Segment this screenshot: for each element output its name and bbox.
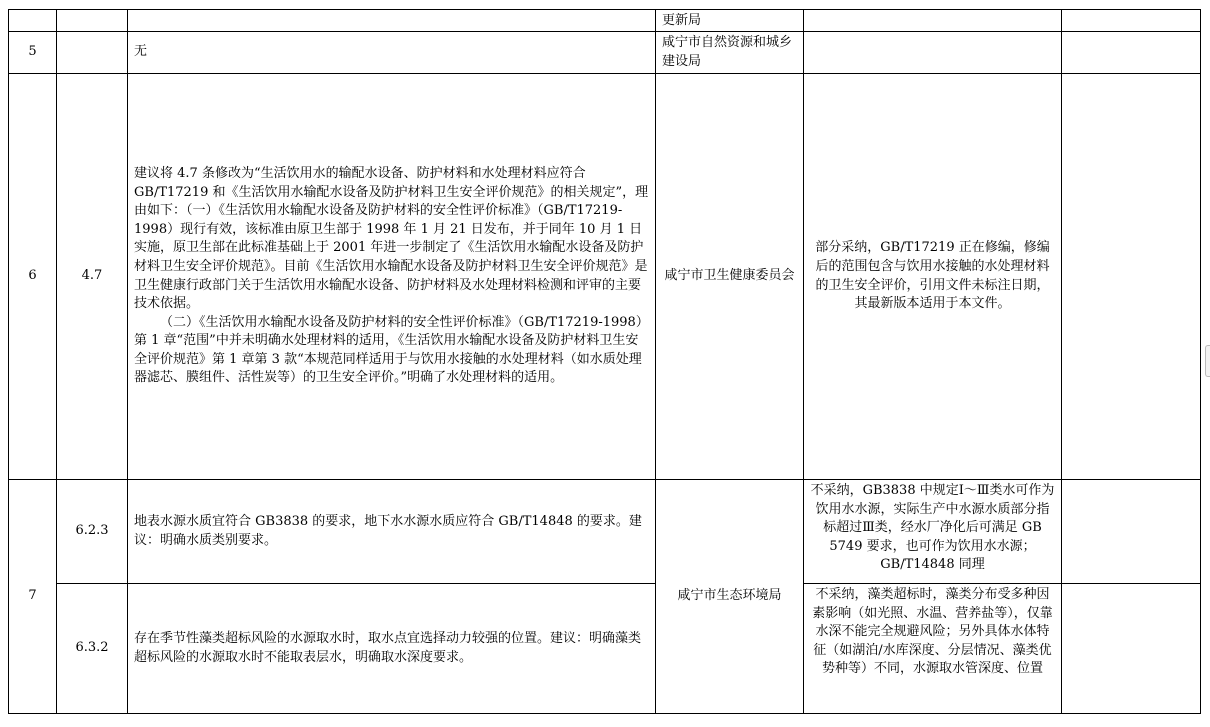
submitting-unit: 咸宁市自然资源和城乡建设局 bbox=[656, 32, 804, 74]
comment-text: 无 bbox=[128, 32, 656, 74]
table-row bbox=[9, 480, 1201, 584]
remarks-cell bbox=[1062, 10, 1201, 32]
submitting-unit: 更新局 bbox=[656, 10, 804, 32]
clause-number: 6.2.3 bbox=[57, 480, 128, 584]
comment-paragraph: 地表水源水质宜符合 GB3838 的要求，地下水水源水质应符合 GB/T14848 的要求。建议：明确水质类别要求。 bbox=[134, 513, 642, 548]
comment-text bbox=[128, 74, 656, 480]
row-number: 7 bbox=[9, 480, 57, 714]
submitting-unit: 咸宁市生态环境局 bbox=[656, 480, 804, 714]
opinion-text: 不采纳，藻类超标时，藻类分布受多种因素影响（如光照、水温、营养盐等），仅靠水深不能完全规避风险；另外具体水体特征（如湖泊/水库深度、分层情况、藻类优势种等）不同，水源取水管深度、位置 bbox=[812, 587, 1053, 677]
remarks-cell bbox=[1062, 74, 1201, 480]
clause-number: 6.3.2 bbox=[57, 584, 128, 714]
table-row bbox=[9, 10, 1201, 32]
scroll-handle[interactable] bbox=[1205, 345, 1210, 377]
table-row bbox=[9, 32, 1201, 74]
comment-paragraph: 存在季节性藻类超标风险的水源取水时，取水点宜选择动力较强的位置。建议：明确藻类超标风险的水源取水时不能取表层水，明确取水深度要求。 bbox=[134, 630, 642, 665]
comment-text bbox=[128, 10, 656, 32]
opinion-text: 不采纳，GB3838 中规定Ⅰ～Ⅲ类水可作为饮用水水源，实际生产中水源水质部分指标超过Ⅲ类，经水厂净化后可满足 GB 5749 要求，也可作为饮用水水源；GB/T14848 同理 bbox=[810, 483, 1055, 573]
comment-text bbox=[128, 480, 656, 584]
comments-table bbox=[8, 9, 1201, 714]
clause-number: 4.7 bbox=[57, 74, 128, 480]
remarks-cell bbox=[1062, 480, 1201, 584]
comment-text bbox=[128, 584, 656, 714]
table-row bbox=[9, 74, 1201, 480]
comment-paragraph-2: （二）《生活饮用水输配水设备及防护材料的安全性评价标准》（GB/T17219-1998）第 1 章“范围”中并未明确水处理材料的适用，《生活饮用水输配水设备及防护材料卫生安全评价规范》第 1 章第 3 款“本规范同样适用于与饮用水接触的水处理材料（如水质处理器滤芯、膜组件、活性炭等）的卫生安全评价。”明确了水处理材料的适用。 bbox=[134, 314, 649, 386]
handling-opinion bbox=[804, 10, 1062, 32]
row-number: 6 bbox=[9, 74, 57, 480]
comment-paragraph-1: 建议将 4.7 条修改为“生活饮用水的输配水设备、防护材料和水处理材料应符合 GB/T17219 和《生活饮用水输配水设备及防护材料卫生安全评价规范》的相关规定”，理由如下：（一）《生活饮用水输配水设备及防护材料的安全性评价标准》（GB/T17219-1998）现行有效，该标准由原卫生部于 1998 年 1 月 21 日发布，并于同年 10 月 1 日实施，原卫生部在此标准基础上于 2001 年进一步制定了《生活饮用水输配水设备及防护材料卫生安全评价规范》。目前《生活饮用水输配水设备及防护材料卫生安全评价规范》是卫生健康行政部门关于生活饮用水输配水设备、防护材料及水处理材料检测和评审的主要技术依据。 bbox=[134, 165, 649, 312]
row-number bbox=[9, 10, 57, 32]
row-number: 5 bbox=[9, 32, 57, 74]
handling-opinion bbox=[804, 32, 1062, 74]
submitting-unit: 咸宁市卫生健康委员会 bbox=[656, 74, 804, 480]
remarks-cell bbox=[1062, 32, 1201, 74]
handling-opinion bbox=[804, 480, 1062, 584]
handling-opinion bbox=[804, 584, 1062, 714]
remarks-cell bbox=[1062, 584, 1201, 714]
table-row bbox=[9, 584, 1201, 714]
clause-number bbox=[57, 32, 128, 74]
handling-opinion: 部分采纳，GB/T17219 正在修编，修编后的范围包含与饮用水接触的水处理材料的卫生安全评价，引用文件未标注日期，其最新版本适用于本文件。 bbox=[804, 74, 1062, 480]
clause-number bbox=[57, 10, 128, 32]
